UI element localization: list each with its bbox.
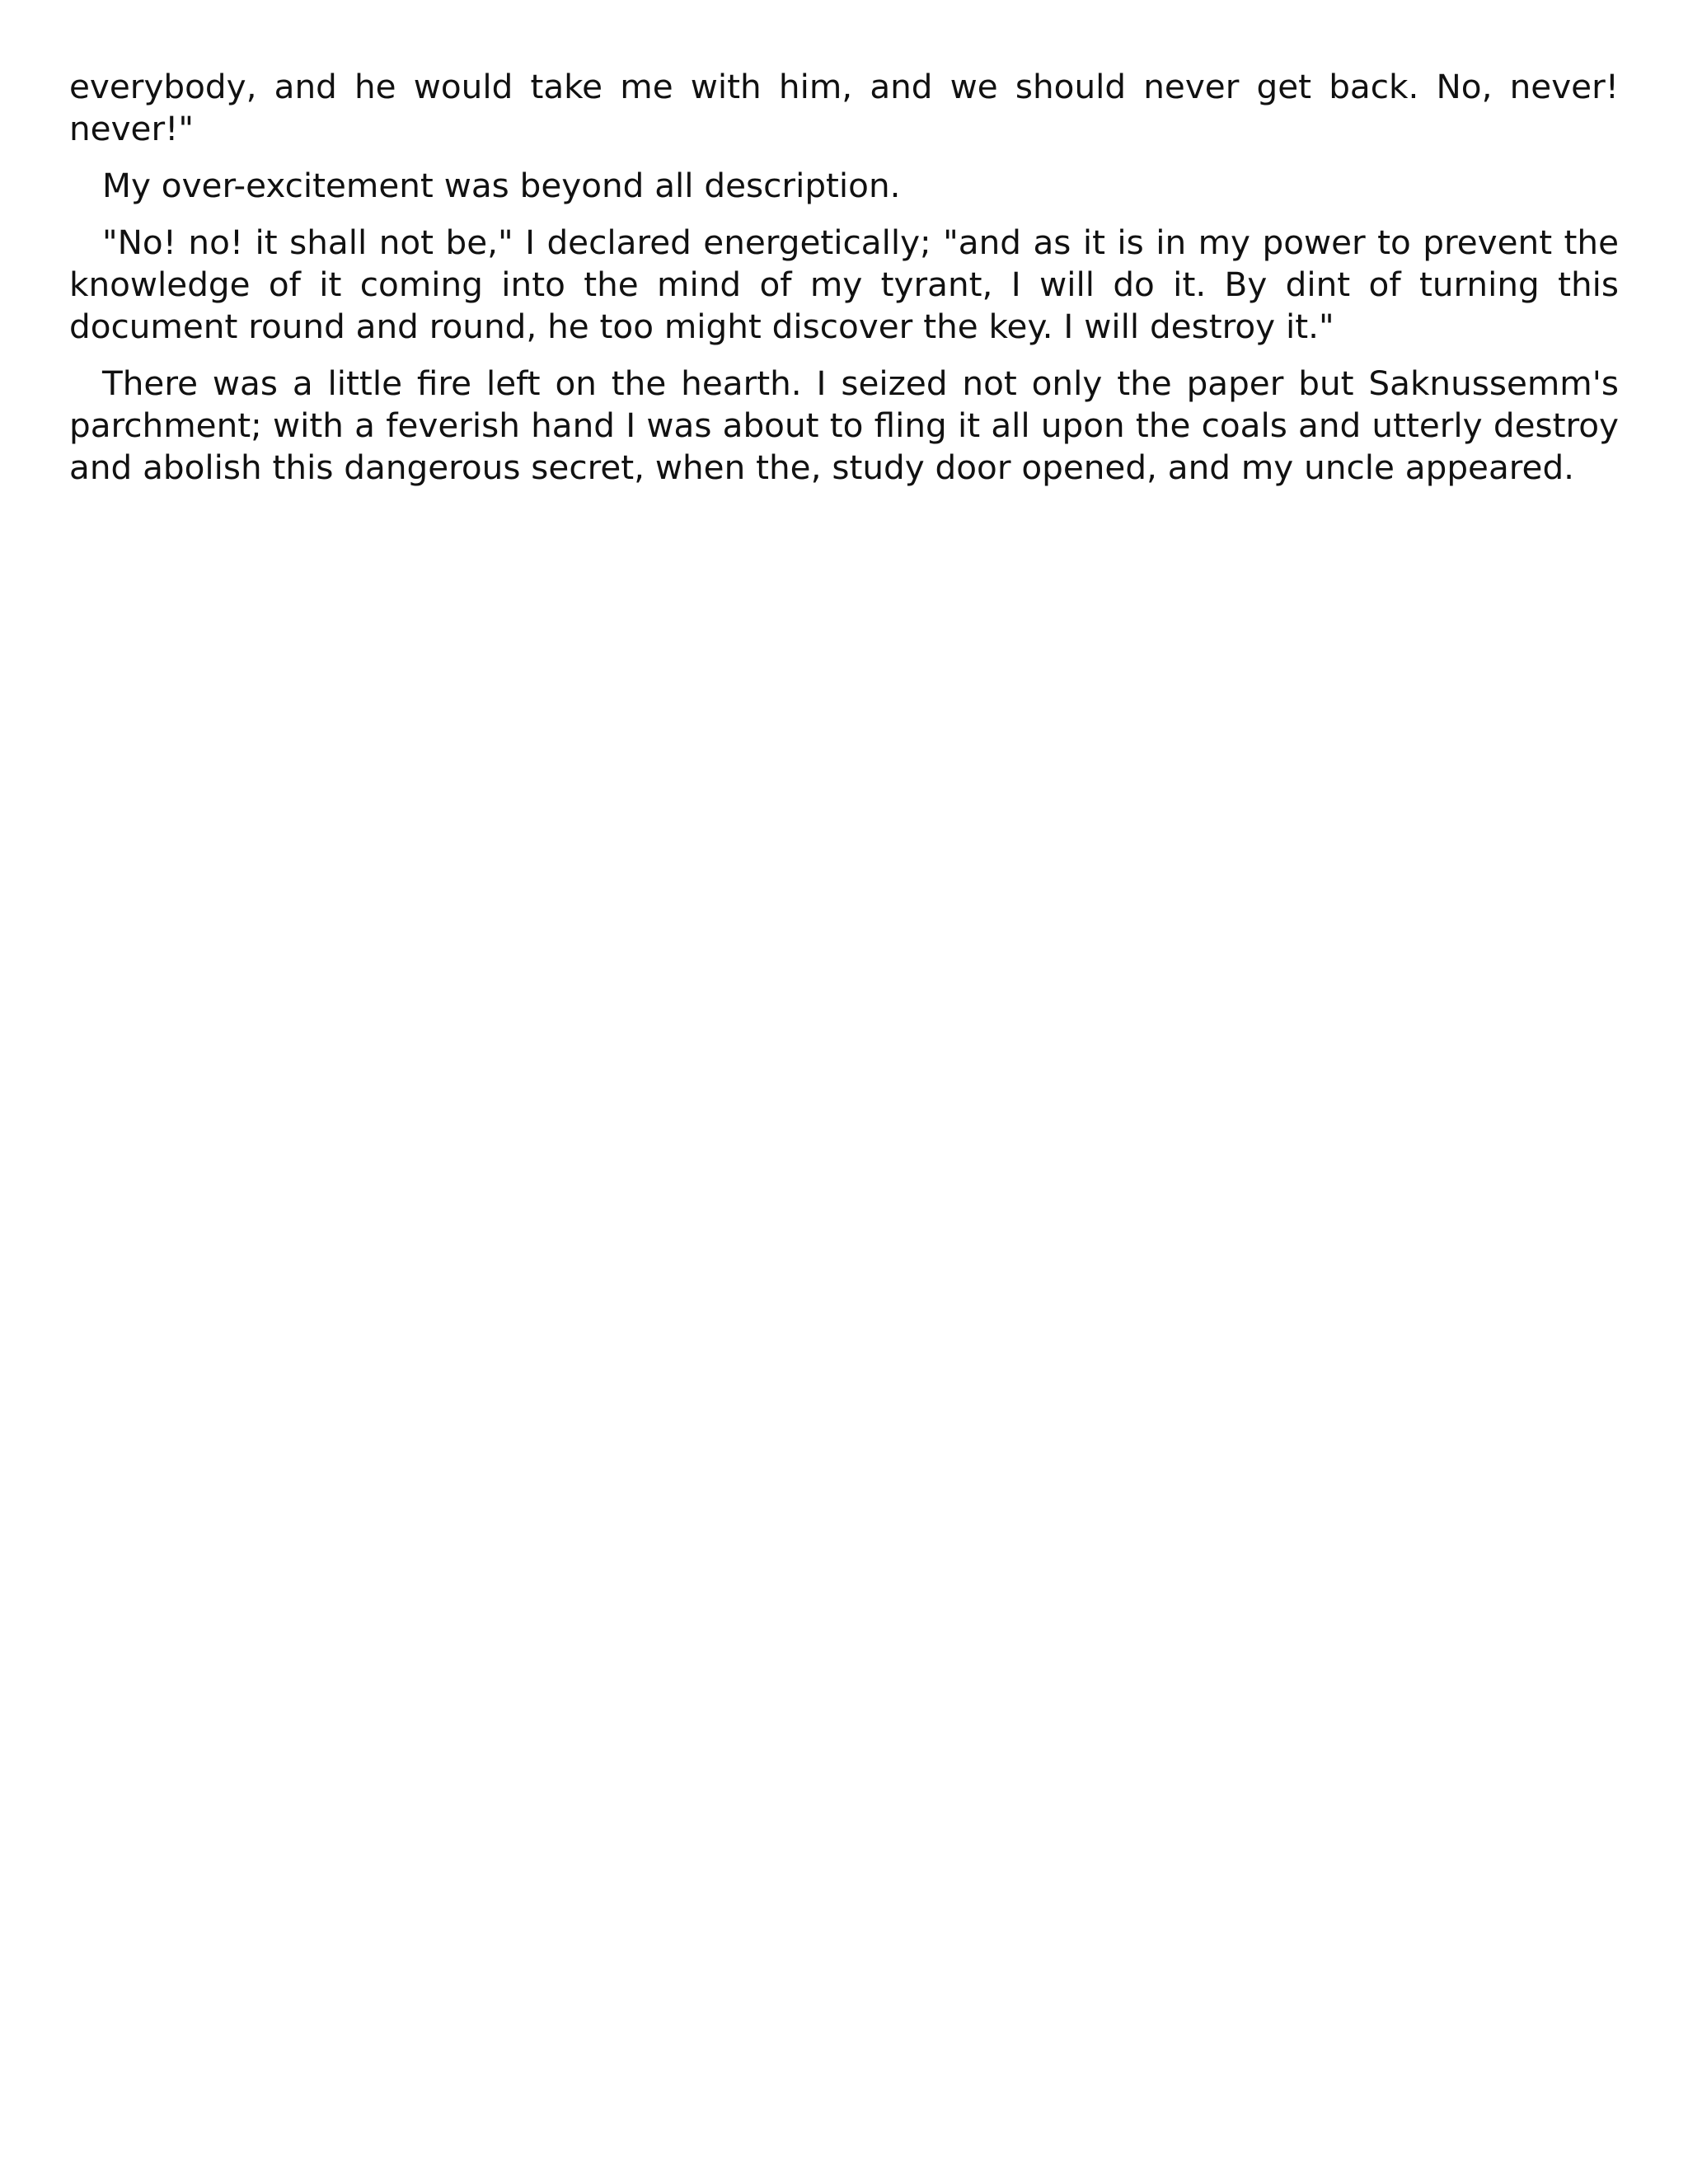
paragraph-continuation: everybody, and he would take me with him, and we should never get back. No, never! never!" [69,67,1619,148]
paragraph-declaration: "No! no! it shall not be," I declared energetically; "and as it is in my power to prevent the knowledge of it coming into the mind of my tyrant, I will do it. By dint of turning this document round and round, he too might discover the key. I will destroy it." [69,223,1619,346]
document-page [69,66,1619,504]
paragraph-fire: There was a little fire left on the hearth. I seized not only the paper but Saknussemm's parchment; with a feverish hand I was about to fling it all upon the coals and utterly destroy and abolish this dangerous secret, when the, study door opened, and my uncle appeared. [69,363,1619,487]
paragraph-over-excitement: My over-excitement was beyond all description. [102,166,901,205]
